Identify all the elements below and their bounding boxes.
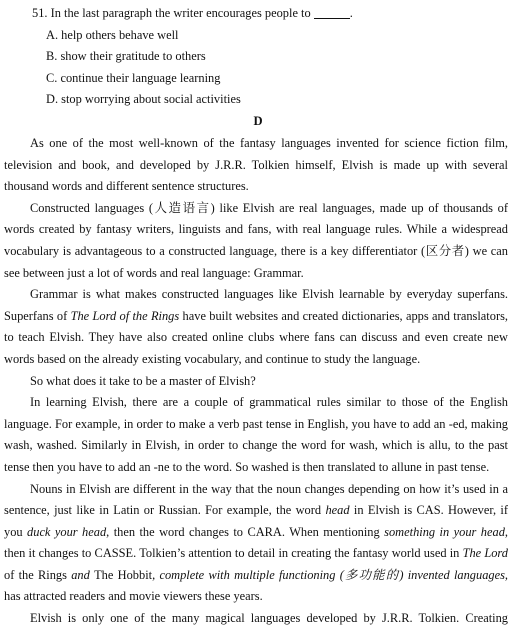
passage-line: Elvish is only one of the many magical languages developed by J.R.R. Tolkien. Creating: [30, 611, 508, 626]
option-a: A. help others behave well: [46, 27, 179, 42]
passage-line: As one of the most well-known of the fantasy languages invented for science fiction film,: [30, 136, 508, 150]
question-stem: [32, 3, 353, 25]
question-stem-end: .: [349, 6, 353, 20]
passage-line: you duck your head, then the word changes to CARA. When mentioning something in your head,: [4, 524, 508, 539]
passage-line: tense then you have to add an -ne to the word. So washed is then translated to allune in past tense.: [4, 459, 490, 474]
answer-blank: [314, 6, 350, 19]
question-51: [32, 3, 353, 111]
option-b: B. show their gratitude to others: [46, 49, 206, 64]
passage-line: words based on the already existing vocabulary, and continue to study the language.: [4, 351, 421, 366]
passage-line: has attracted readers and movie viewers these years.: [4, 589, 263, 604]
passage-line: thousand words and different sentence structures.: [4, 179, 249, 194]
passage-line: In learning Elvish, there are a couple of grammatical rules similar to those of the English: [30, 395, 508, 410]
passage-line: wash, washed. Similarly in Elvish, in order to change the word for wash, which is allu, to the past: [4, 438, 508, 453]
section-heading: D: [253, 114, 263, 128]
passage-line: then it changes to CASSE. Tolkien’s attention to detail in creating the fantasy world used in The Lord: [4, 546, 508, 561]
passage-line: sentence, just like in Latin or Russian. For example, the word head in Elvish is CAS. However, if: [4, 503, 508, 518]
passage-line: of the Rings and The Hobbit, complete with multiple functioning (多功能的) invented languages,: [4, 567, 509, 582]
passage-line: see between just a lot of words and real language: Grammar.: [4, 265, 304, 280]
passage-line: vocabulary is advantageous to a constructed language, there is a key differentiator (区分者) we can: [4, 243, 508, 258]
passage-line: language. For example, in order to make a verb past tense in English, you have to add an -ed, making: [4, 416, 508, 431]
passage-line: Superfans of The Lord of the Rings have built websites and created dictionaries, apps and translators,: [4, 308, 508, 323]
passage-line: Constructed languages (人造语言) like Elvish are real languages, made up of thousands of: [30, 200, 508, 215]
passage-line: Nouns in Elvish are different in the way that the noun changes depending on how it’s used in a: [30, 481, 508, 496]
option-d: D. stop worrying about social activities: [46, 92, 241, 107]
passage: [4, 133, 508, 630]
passage-line: to teach Elvish. They have also created online clubs where fans can discuss and even create new: [4, 330, 508, 345]
question-stem-text: 51. In the last paragraph the writer encourages people to: [32, 6, 311, 20]
passage-line: Grammar is what makes constructed languages like Elvish learnable by everyday superfans.: [30, 287, 508, 302]
passage-line: television and book, and developed by J.R.R. Tolkien himself, Elvish is made up with several: [4, 157, 508, 172]
passage-line: words created by fantasy writers, linguists and fans, with real language rules. While a widespread: [4, 222, 508, 237]
option-c: C. continue their language learning: [46, 70, 221, 85]
passage-line: So what does it take to be a master of Elvish?: [30, 373, 256, 388]
